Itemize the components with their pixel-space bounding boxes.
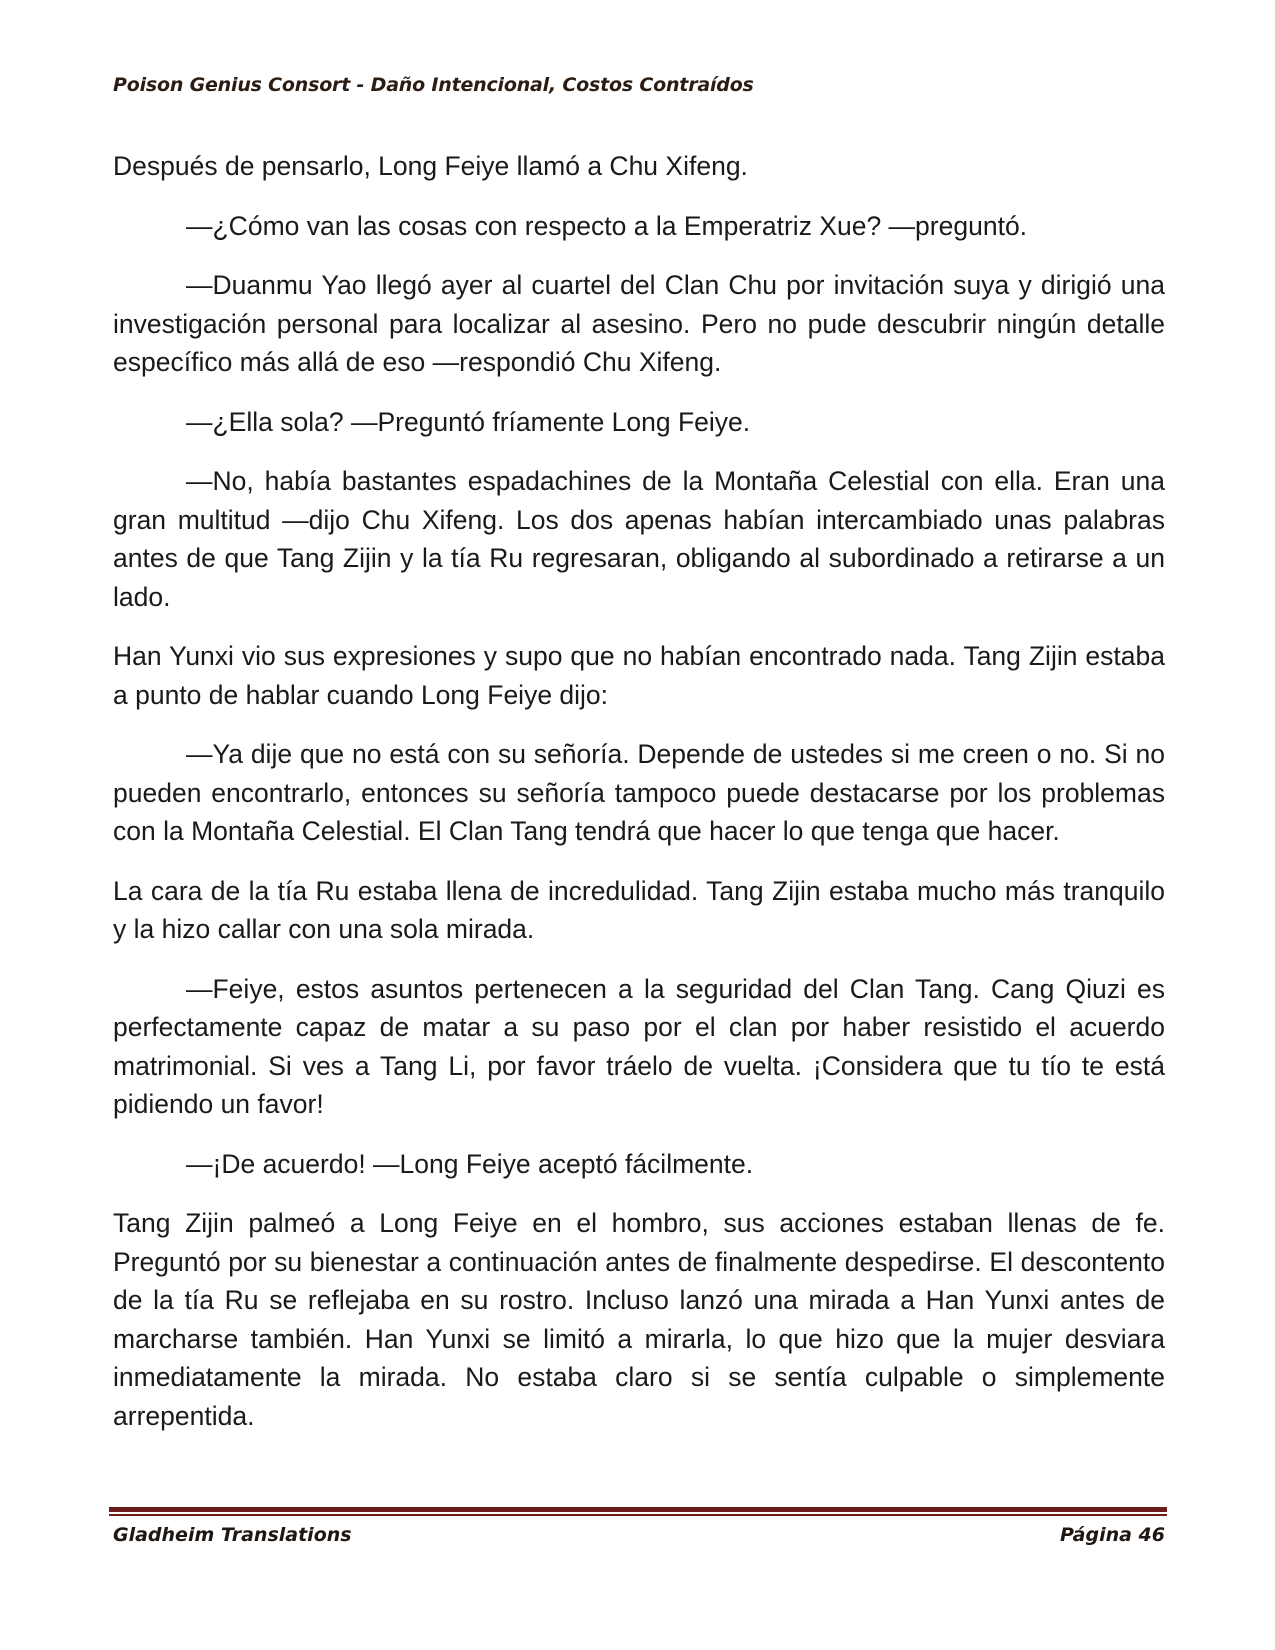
paragraph: —Duanmu Yao llegó ayer al cuartel del Clan Chu por invitación suya y dirigió una investigación personal para localizar al asesino. Pero no pude descubrir ningún detalle específico más allá de eso —respondió Chu Xifeng.	[113, 270, 1165, 377]
paragraph: Después de pensarlo, Long Feiye llamó a Chu Xifeng.	[113, 151, 748, 181]
paragraph: Tang Zijin palmeó a Long Feiye en el hombro, sus acciones estaban llenas de fe. Preguntó por su bienestar a continuación antes de finalmente despedirse. El descontento de la tía Ru se reflejaba en su rostro. Incluso lanzó una mirada a Han Yunxi antes de marcharse también. Han Yunxi se limitó a mirarla, lo que hizo que la mujer desviara inmediatamente la mirada. No estaba claro si se sentía culpable o simplemente arrepentida.	[113, 1208, 1165, 1431]
paragraph: —Ya dije que no está con su señoría. Depende de ustedes si me creen o no. Si no pueden encontrarlo, entonces su señoría tampoco puede destacarse por los problemas con la Montaña Celestial. El Clan Tang tendrá que hacer lo que tenga que hacer.	[113, 739, 1165, 846]
paragraph: —No, había bastantes espadachines de la Montaña Celestial con ella. Eran una gran multitud —dijo Chu Xifeng. Los dos apenas habían intercambiado unas palabras antes de que Tang Zijin y la tía Ru regresaran, obligando al subordinado a retirarse a un lado.	[113, 466, 1165, 612]
paragraph: —¿Cómo van las cosas con respecto a la Emperatriz Xue? —preguntó.	[186, 210, 1028, 241]
page-number: Página 46	[1059, 1524, 1165, 1546]
paragraph: —Feiye, estos asuntos pertenecen a la seguridad del Clan Tang. Cang Qiuzi es perfectamente capaz de matar a su paso por el clan por haber resistido el acuerdo matrimonial. Si ves a Tang Li, por favor tráelo de vuelta. ¡Considera que tu tío te está pidiendo un favor!	[113, 973, 1165, 1119]
paragraph: —¡De acuerdo! —Long Feiye aceptó fácilmente.	[186, 1148, 754, 1179]
footer-publisher: Gladheim Translations	[113, 1524, 352, 1546]
paragraph: Han Yunxi vio sus expresiones y supo que no habían encontrado nada. Tang Zijin estaba a punto de hablar cuando Long Feiye dijo:	[113, 641, 1165, 710]
footer-divider	[109, 1507, 1167, 1516]
page-body	[113, 147, 1165, 1456]
paragraph: —¿Ella sola? —Preguntó fríamente Long Feiye.	[186, 406, 751, 437]
paragraph: La cara de la tía Ru estaba llena de incredulidad. Tang Zijin estaba mucho más tranquilo y la hizo callar con una sola mirada.	[113, 875, 1165, 944]
running-header: Poison Genius Consort - Daño Intencional, Costos Contraídos	[113, 74, 754, 96]
